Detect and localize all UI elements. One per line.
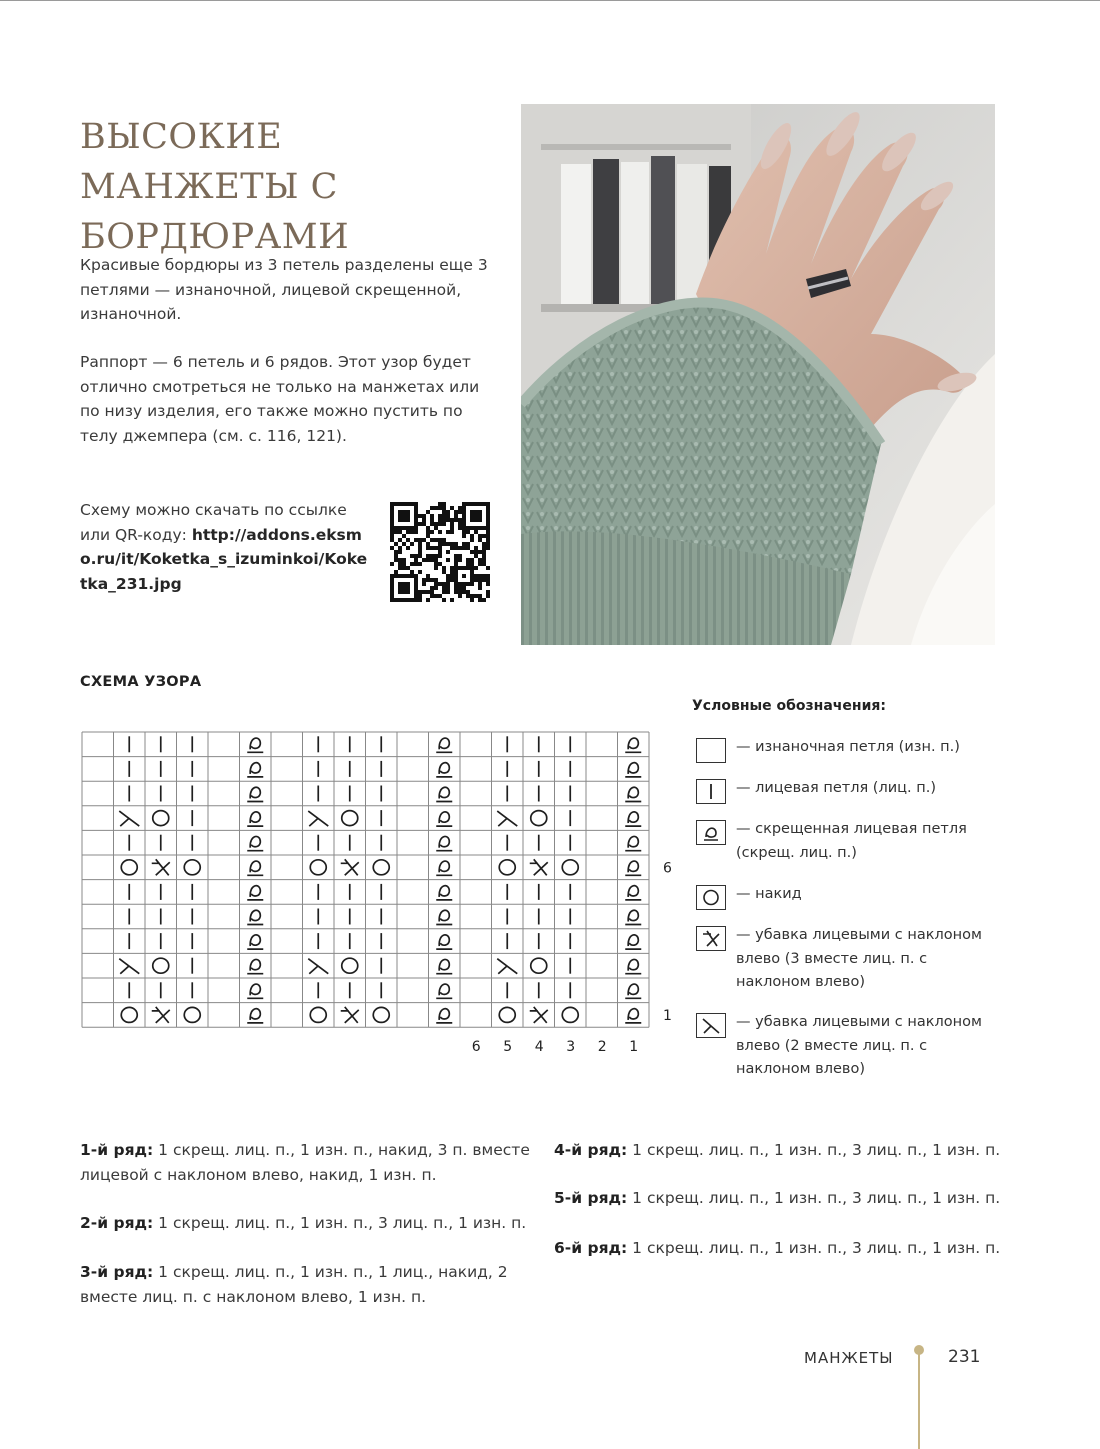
legend-item-purl — [696, 736, 996, 760]
chart-yarn-over — [531, 958, 547, 973]
chart-twisted-knit — [247, 812, 263, 826]
chart-yarn-over — [499, 1007, 515, 1022]
k3tog-left-symbol-icon — [696, 926, 726, 951]
row-label-2: 2-й ряд: — [80, 1214, 154, 1232]
chart-twisted-knit — [625, 984, 641, 998]
chart-k2tog-left — [497, 959, 517, 974]
chart-yarn-over — [499, 860, 515, 875]
chart-twisted-knit — [247, 763, 263, 777]
legend-text-twisted-knit: — скрещенная лицевая петля (скрещ. лиц. п.) — [736, 821, 967, 861]
chart-twisted-knit — [625, 861, 641, 875]
chart-twisted-knit — [436, 959, 452, 973]
chart-twisted-knit — [625, 935, 641, 949]
chart-twisted-knit — [436, 886, 452, 900]
legend-item-k3tog-left — [696, 924, 996, 995]
row-text-5: 1 скрещ. лиц. п., 1 изн. п., 3 лиц. п., 1 изн. п. — [627, 1189, 1001, 1207]
row-label-3: 3-й ряд: — [80, 1263, 154, 1281]
chart-k2tog-left — [497, 811, 517, 826]
row-instruction-3 — [80, 1260, 530, 1309]
chart-k3tog-left — [152, 1007, 170, 1023]
knitting-chart — [80, 730, 680, 1060]
legend-text-k3tog-left: — убавка лицевыми с наклоном влево (3 вместе лиц. п. с наклоном влево) — [736, 927, 982, 990]
chart-yarn-over — [562, 1007, 578, 1022]
k2tog-left-symbol-icon — [696, 1013, 726, 1038]
chart-k3tog-left — [341, 859, 359, 875]
legend-item-yarn-over — [696, 883, 996, 907]
footer-rule — [918, 1352, 920, 1449]
chart-twisted-knit — [625, 763, 641, 777]
chart-twisted-knit — [436, 763, 452, 777]
chart-yarn-over — [342, 958, 358, 973]
chart-k3tog-left — [530, 1007, 548, 1023]
chart-twisted-knit — [247, 738, 263, 752]
chart-twisted-knit — [436, 935, 452, 949]
chart-twisted-knit — [436, 861, 452, 875]
chart-twisted-knit — [625, 787, 641, 801]
chart-k3tog-left — [341, 1007, 359, 1023]
chart-yarn-over — [310, 860, 326, 875]
download-url[interactable]: http://addons.eksmo.ru/it/Koketka_s_izuminkoi/Koketka_231.jpg — [80, 525, 368, 593]
row-instruction-4 — [554, 1138, 1000, 1163]
chart-twisted-knit — [625, 812, 641, 826]
chart-twisted-knit — [436, 787, 452, 801]
page-title: ВЫСОКИЕ МАНЖЕТЫ С БОРДЮРАМИ — [80, 117, 350, 257]
chart-yarn-over — [531, 811, 547, 826]
legend-item-knit — [696, 777, 996, 801]
row-instruction-2 — [80, 1211, 526, 1236]
row-label-5: 5-й ряд: — [554, 1189, 628, 1207]
chart-twisted-knit — [625, 836, 641, 850]
chart-yarn-over — [184, 860, 200, 875]
row-text-6: 1 скрещ. лиц. п., 1 изн. п., 3 лиц. п., 1 изн. п. — [627, 1239, 1001, 1257]
page-number: 231 — [948, 1347, 981, 1367]
chart-yarn-over — [121, 1007, 137, 1022]
chart-twisted-knit — [436, 984, 452, 998]
legend-text-yarn-over: — накид — [736, 886, 802, 902]
chart-k3tog-left — [530, 859, 548, 875]
chart-twisted-knit — [247, 959, 263, 973]
row-instruction-5 — [554, 1186, 1000, 1211]
chart-yarn-over — [562, 860, 578, 875]
chart-column-label: 4 — [534, 1039, 544, 1056]
chart-yarn-over — [373, 1007, 389, 1022]
chart-section-title: СХЕМА УЗОРА — [80, 674, 202, 690]
chart-grid — [82, 732, 649, 1027]
chart-twisted-knit — [247, 836, 263, 850]
chart-twisted-knit — [247, 1009, 263, 1023]
download-text: Схему можно скачать по ссылке или QR-коду: — [80, 501, 347, 544]
chart-k2tog-left — [119, 959, 139, 974]
chart-twisted-knit — [247, 910, 263, 924]
chart-twisted-knit — [625, 1009, 641, 1023]
cuff-photo — [521, 104, 995, 645]
chart-k3tog-left — [152, 859, 170, 875]
knit-symbol-icon — [696, 779, 726, 804]
row-text-1: 1 скрещ. лиц. п., 1 изн. п., накид, 3 п. вместе лицевой с наклоном влево, накид, 1 изн. п. — [80, 1141, 530, 1184]
chart-k2tog-left — [308, 959, 328, 974]
chart-twisted-knit — [436, 738, 452, 752]
chart-twisted-knit — [625, 738, 641, 752]
chart-column-label: 6 — [471, 1039, 481, 1056]
twisted-knit-symbol-icon — [696, 820, 726, 845]
chart-row-label: 1 — [663, 1007, 672, 1024]
chart-twisted-knit — [247, 984, 263, 998]
legend-text-k2tog-left: — убавка лицевыми с наклоном влево (2 вместе лиц. п. с наклоном влево) — [736, 1014, 982, 1077]
chart-column-label: 5 — [503, 1039, 513, 1056]
legend-title: Условные обозначения: — [692, 698, 886, 714]
row-label-1: 1-й ряд: — [80, 1141, 154, 1159]
intro-paragraph-2: Раппорт — 6 петель и 6 рядов. Этот узор будет отлично смотреться не только на манжетах или по низу изделия, его также можно пустить по телу джемпера (см. с. 116, 121). — [80, 353, 480, 445]
chart-yarn-over — [121, 860, 137, 875]
qr-code[interactable] — [390, 502, 490, 602]
chart-twisted-knit — [247, 935, 263, 949]
chart-twisted-knit — [625, 886, 641, 900]
chart-column-label: 2 — [597, 1039, 607, 1056]
row-text-2: 1 скрещ. лиц. п., 1 изн. п., 3 лиц. п., 1 изн. п. — [153, 1214, 527, 1232]
legend-text-purl: — изнаночная петля (изн. п.) — [736, 739, 960, 755]
chart-twisted-knit — [436, 812, 452, 826]
chart-column-label: 1 — [629, 1039, 639, 1056]
legend-item-twisted-knit — [696, 818, 996, 865]
legend-text-knit: — лицевая петля (лиц. п.) — [736, 780, 936, 796]
row-text-4: 1 скрещ. лиц. п., 1 изн. п., 3 лиц. п., 1 изн. п. — [627, 1141, 1001, 1159]
row-text-3: 1 скрещ. лиц. п., 1 изн. п., 1 лиц., накид, 2 вместе лиц. п. с наклоном влево, 1 изн. п. — [80, 1263, 508, 1306]
chart-yarn-over — [373, 860, 389, 875]
chart-yarn-over — [310, 1007, 326, 1022]
chart-row-label: 6 — [663, 860, 672, 877]
purl-symbol-icon — [696, 738, 726, 763]
chart-yarn-over — [153, 811, 169, 826]
row-label-4: 4-й ряд: — [554, 1141, 628, 1159]
footer-section-label: МАНЖЕТЫ — [804, 1349, 894, 1367]
chart-column-label: 3 — [566, 1039, 576, 1056]
row-instruction-1 — [80, 1138, 530, 1187]
chart-twisted-knit — [247, 886, 263, 900]
row-instruction-6 — [554, 1236, 1000, 1261]
chart-twisted-knit — [247, 787, 263, 801]
chart-k2tog-left — [119, 811, 139, 826]
chart-twisted-knit — [436, 910, 452, 924]
chart-yarn-over — [153, 958, 169, 973]
row-label-6: 6-й ряд: — [554, 1239, 628, 1257]
chart-twisted-knit — [625, 910, 641, 924]
chart-yarn-over — [184, 1007, 200, 1022]
chart-twisted-knit — [436, 836, 452, 850]
chart-twisted-knit — [247, 861, 263, 875]
download-paragraph — [80, 498, 370, 596]
chart-twisted-knit — [436, 1009, 452, 1023]
top-rule — [0, 0, 1100, 1]
chart-twisted-knit — [625, 959, 641, 973]
chart-k2tog-left — [308, 811, 328, 826]
chart-yarn-over — [342, 811, 358, 826]
yarn-over-symbol-icon — [696, 885, 726, 910]
legend-item-k2tog-left — [696, 1011, 996, 1082]
intro-paragraph-1: Красивые бордюры из 3 петель разделены еще 3 петлями — изнаночной, лицевой скрещенной, изнаночной. — [80, 256, 488, 323]
